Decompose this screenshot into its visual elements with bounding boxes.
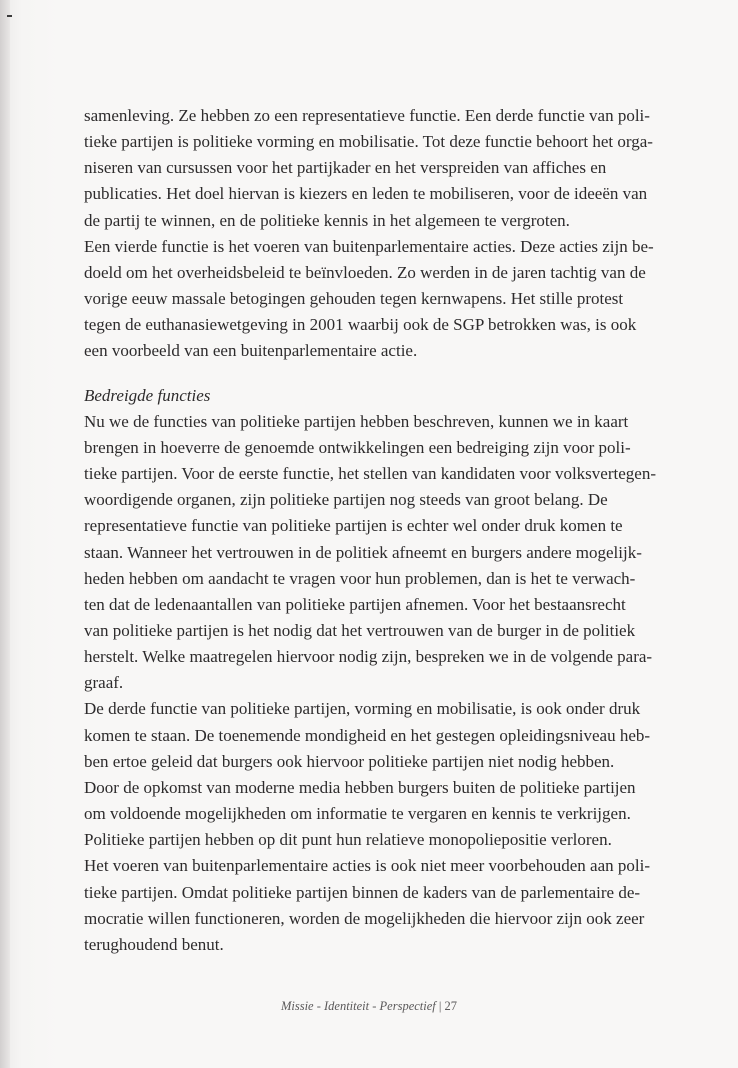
text-line: graaf.: [84, 673, 124, 693]
page-footer: [0, 999, 738, 1014]
text-line: De derde functie van politieke partijen, vorming en mobilisatie, is ook onder druk: [84, 699, 641, 719]
section-heading: Bedreigde functies: [84, 385, 211, 405]
text-line: terughoudend benut.: [84, 934, 224, 954]
text-line: Een vierde functie is het voeren van buitenparlementaire acties. Deze acties zijn be-: [84, 236, 654, 256]
edge-mark: [7, 15, 12, 17]
text-line: Het voeren van buitenparlementaire acties is ook niet meer voorbehouden aan poli-: [84, 856, 650, 876]
text-line: om voldoende mogelijkheden om informatie te vergaren en kennis te verkrijgen.: [84, 804, 631, 824]
text-line: herstelt. Welke maatregelen hiervoor nodig zijn, bespreken we in de volgende para-: [84, 647, 653, 667]
text-line: doeld om het overheidsbeleid te beïnvloeden. Zo werden in de jaren tachtig van de: [84, 262, 646, 282]
text-line: niseren van cursussen voor het partijkader en het verspreiden van affiches en: [84, 158, 607, 178]
text-line: Nu we de functies van politieke partijen hebben beschreven, kunnen we in kaart: [84, 411, 629, 431]
paragraph-gap: [84, 365, 674, 383]
text-line: tegen de euthanasiewetgeving in 2001 waarbij ook de SGP betrokken was, is ook: [84, 315, 637, 335]
text-line: representatieve functie van politieke partijen is echter wel onder druk komen te: [84, 516, 623, 536]
text-line: samenleving. Ze hebben zo een representatieve functie. Een derde functie van poli-: [84, 106, 650, 125]
paragraph-5: [84, 853, 674, 958]
text-line: de partij te winnen, en de politieke kennis in het algemeen te vergroten.: [84, 210, 570, 230]
text-line: Door de opkomst van moderne media hebben burgers buiten de politieke partijen: [84, 777, 636, 797]
paragraph-2: [84, 234, 674, 365]
text-line: publicaties. Het doel hiervan is kiezers en leden te mobiliseren, voor de ideeën van: [84, 184, 648, 204]
paragraph-4: [84, 696, 674, 853]
text-line: brengen in hoeverre de genoemde ontwikkelingen een bedreiging zijn voor poli-: [84, 437, 631, 457]
text-line: woordigende organen, zijn politieke partijen nog steeds van groot belang. De: [84, 490, 608, 510]
text-line: tieke partijen. Voor de eerste functie, het stellen van kandidaten voor volksvertegen-: [84, 464, 656, 484]
text-line: heden hebben om aandacht te vragen voor hun problemen, dan is het te verwach-: [84, 568, 636, 588]
page-binding-edge: [0, 0, 10, 1068]
series-title: Missie - Identiteit - Perspectief: [280, 999, 436, 1013]
text-line: een voorbeeld van een buitenparlementaire actie.: [84, 341, 418, 361]
text-line: komen te staan. De toenemende mondigheid en het gestegen opleidingsniveau heb-: [84, 725, 651, 745]
footer-separator: |: [438, 999, 442, 1013]
text-line: vorige eeuw massale betogingen gehouden tegen kernwapens. Het stille protest: [84, 289, 624, 309]
text-line: mocratie willen functioneren, worden de mogelijkheden die hiervoor zijn ook zeer: [84, 908, 645, 928]
text-line: ben ertoe geleid dat burgers ook hiervoor politieke partijen niet nodig hebben.: [84, 751, 615, 771]
body-text: [84, 103, 674, 958]
paragraph-1: [84, 103, 674, 234]
page-number: 27: [444, 999, 458, 1013]
text-line: tieke partijen. Omdat politieke partijen binnen de kaders van de parlementaire de-: [84, 882, 641, 902]
text-line: Politieke partijen hebben op dit punt hun relatieve monopoliepositie verloren.: [84, 830, 612, 850]
text-line: van politieke partijen is het nodig dat het vertrouwen van de burger in de politiek: [84, 620, 636, 640]
text-line: staan. Wanneer het vertrouwen in de politiek afneemt en burgers andere mogelijk-: [84, 542, 642, 562]
text-line: tieke partijen is politieke vorming en mobilisatie. Tot deze functie behoort het orga-: [84, 132, 653, 152]
paragraph-3: [84, 409, 674, 697]
text-line: ten dat de ledenaantallen van politieke partijen afnemen. Voor het bestaansrecht: [84, 594, 626, 614]
